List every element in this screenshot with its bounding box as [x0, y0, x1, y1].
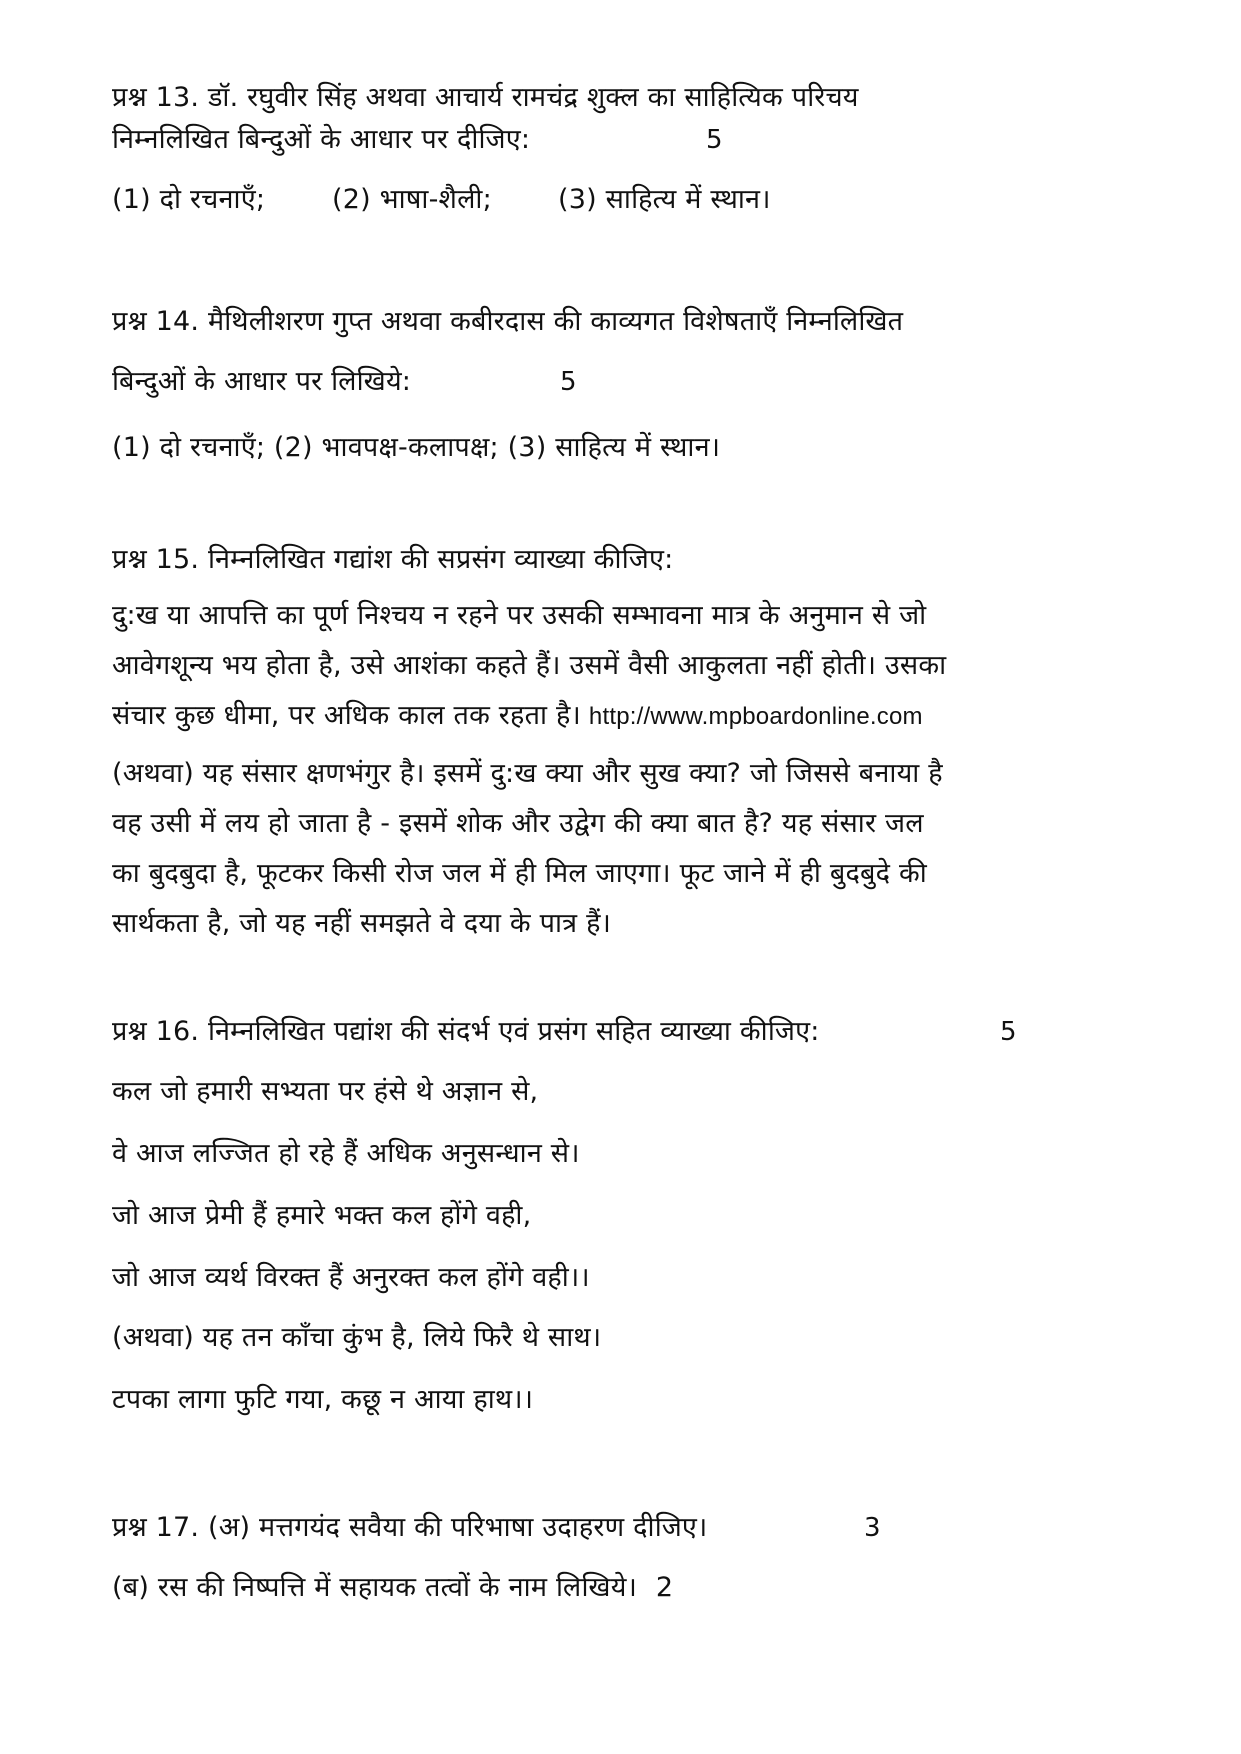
q17-part-b — [112, 1570, 673, 1606]
q15-passage-line-2: आवेगशून्य भय होता है, उसे आशंका कहते हैं। उसमें वैसी आकुलता नहीं होती। उसका — [112, 650, 947, 681]
q15-alt-line-2: वह उसी में लय हो जाता है - इसमें शोक और उद्वेग की क्या बात है? यह संसार जल — [112, 808, 924, 839]
q16-verse-line-2: वे आज लज्जित हो रहे हैं अधिक अनुसन्धान से। — [112, 1138, 580, 1169]
q17-part-b-text: (ब) रस की निष्पत्ति में सहायक तत्वों के नाम लिखिये। — [112, 1572, 638, 1603]
q13-option-2: (2) भाषा-शैली; — [332, 184, 492, 215]
q17-part-a: प्रश्न 17. (अ) मत्तगयंद सवैया की परिभाषा उदाहरण दीजिए। — [112, 1512, 708, 1543]
q15-passage-line-3 — [112, 698, 923, 735]
q13-option-3: (3) साहित्य में स्थान। — [558, 184, 771, 215]
q15-alt-line-3: का बुदबुदा है, फूटकर किसी रोज जल में ही मिल जाएगा। फूट जाने में ही बुदबुदे की — [112, 858, 927, 889]
q16-heading: प्रश्न 16. निम्नलिखित पद्यांश की संदर्भ एवं प्रसंग सहित व्याख्या कीजिए: — [112, 1016, 820, 1047]
q15-alt-line-1: (अथवा) यह संसार क्षणभंगुर है। इसमें दु:ख क्या और सुख क्या? जो जिससे बनाया है — [112, 758, 943, 789]
q15-alt-line-4: सार्थकता है, जो यह नहीं समझते वे दया के पात्र हैं। — [112, 908, 612, 939]
q16-verse-line-4: जो आज व्यर्थ विरक्त हैं अनुरक्त कल होंगे वही।। — [112, 1262, 590, 1293]
q13-line-1: प्रश्न 13. डॉ. रघुवीर सिंह अथवा आचार्य रामचंद्र शुक्ल का साहित्यिक परिचय — [112, 82, 859, 113]
q15-heading: प्रश्न 15. निम्नलिखित गद्यांश की सप्रसंग व्याख्या कीजिए: — [112, 544, 674, 575]
q13-options — [112, 182, 771, 218]
q14-line-1: प्रश्न 14. मैथिलीशरण गुप्त अथवा कबीरदास की काव्यगत विशेषताएँ निम्नलिखित — [112, 306, 904, 337]
q13-line-2: निम्नलिखित बिन्दुओं के आधार पर दीजिए: — [112, 124, 531, 155]
q16-verse-line-1: कल जो हमारी सभ्यता पर हंसे थे अज्ञान से, — [112, 1076, 539, 1107]
q13-marks: 5 — [706, 125, 723, 155]
q16-verse-line-5: (अथवा) यह तन काँचा कुंभ है, लिये फिरै थे साथ। — [112, 1322, 602, 1353]
q16-verse-line-6: टपका लागा फुटि गया, कछू न आया हाथ।। — [112, 1384, 534, 1415]
q15-passage-line-3-text: संचार कुछ धीमा, पर अधिक काल तक रहता है। — [112, 700, 581, 731]
q15-passage-line-1: दु:ख या आपत्ति का पूर्ण निश्चय न रहने पर उसकी सम्भावना मात्र के अनुमान से जो — [112, 600, 927, 631]
q14-marks: 5 — [560, 367, 577, 397]
q14-line-2: बिन्दुओं के आधार पर लिखिये: — [112, 366, 412, 397]
q16-verse-line-3: जो आज प्रेमी हैं हमारे भक्त कल होंगे वही, — [112, 1200, 532, 1231]
q16-marks: 5 — [1000, 1017, 1017, 1047]
q14-options: (1) दो रचनाएँ; (2) भावपक्ष-कलापक्ष; (3) साहित्य में स्थान। — [112, 432, 721, 463]
q17-part-a-marks: 3 — [864, 1513, 881, 1543]
watermark-url: http://www.mpboardonline.com — [588, 703, 923, 730]
q17-part-b-marks: 2 — [655, 1572, 674, 1603]
q13-option-1: (1) दो रचनाएँ; — [112, 184, 266, 215]
